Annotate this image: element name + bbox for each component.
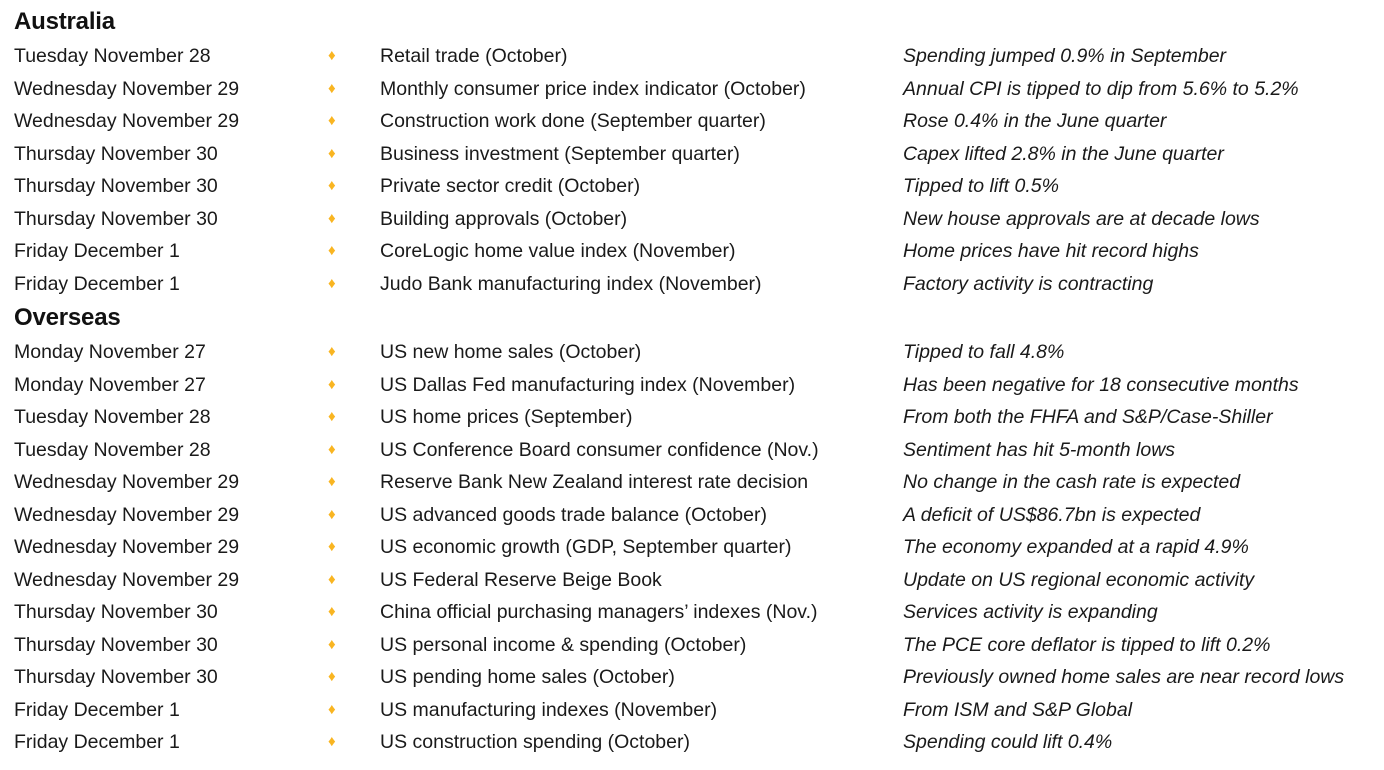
calendar-row: [14, 73, 1374, 106]
event-note: New house approvals are at decade lows: [903, 207, 1260, 230]
event-name: US manufacturing indexes (November): [380, 698, 718, 721]
event-note: The economy expanded at a rapid 4.9%: [903, 536, 1249, 558]
event-name: US economic growth (GDP, September quarter): [380, 536, 792, 558]
event-date: Tuesday November 28: [14, 45, 211, 67]
event-name: US Conference Board consumer confidence (Nov.): [380, 438, 819, 461]
event-note: Capex lifted 2.8% in the June quarter: [903, 142, 1224, 165]
event-date: Wednesday November 29: [14, 536, 240, 558]
event-note: Tipped to lift 0.5%: [903, 175, 1059, 197]
event-name: CoreLogic home value index (November): [380, 240, 736, 262]
diamond-bullet-icon: ♦: [328, 668, 336, 685]
event-note: The PCE core deflator is tipped to lift 0.2%: [903, 633, 1271, 656]
diamond-bullet-icon: ♦: [328, 47, 336, 64]
event-date: Wednesday November 29: [14, 110, 240, 132]
event-name: Reserve Bank New Zealand interest rate decision: [380, 471, 809, 493]
event-date: Wednesday November 29: [14, 568, 240, 591]
diamond-bullet-icon: ♦: [328, 408, 336, 425]
diamond-bullet-icon: ♦: [328, 274, 336, 292]
event-note: No change in the cash rate is expected: [903, 471, 1241, 493]
event-name: US new home sales (October): [380, 341, 642, 363]
event-note: From ISM and S&P Global: [903, 698, 1133, 721]
event-date: Thursday November 30: [14, 666, 218, 688]
calendar-row: [14, 203, 1374, 236]
event-name: US home prices (September): [380, 406, 633, 428]
event-note: Rose 0.4% in the June quarter: [903, 110, 1167, 132]
calendar-row: [14, 564, 1374, 597]
diamond-bullet-icon: ♦: [328, 343, 336, 360]
calendar-row: [14, 401, 1374, 434]
diamond-bullet-icon: ♦: [328, 733, 336, 750]
event-date: Tuesday November 28: [14, 406, 211, 428]
event-date: Tuesday November 28: [14, 438, 211, 461]
event-name: Retail trade (October): [380, 45, 568, 67]
event-note: Tipped to fall 4.8%: [903, 341, 1065, 363]
event-date: Friday December 1: [14, 698, 180, 721]
calendar-row: [14, 170, 1374, 203]
diamond-bullet-icon: ♦: [328, 112, 336, 129]
event-date: Thursday November 30: [14, 142, 218, 165]
calendar-row: [14, 369, 1374, 402]
calendar-row: [14, 138, 1374, 171]
event-name: US construction spending (October): [380, 731, 690, 753]
diamond-bullet-icon: ♦: [328, 177, 336, 194]
event-name: Monthly consumer price index indicator (October): [380, 77, 806, 100]
event-date: Wednesday November 29: [14, 471, 240, 493]
event-date: Thursday November 30: [14, 175, 218, 197]
diamond-bullet-icon: ♦: [328, 603, 336, 620]
calendar-row: [14, 499, 1374, 532]
event-date: Friday December 1: [14, 731, 180, 753]
diamond-bullet-icon: ♦: [328, 570, 336, 588]
event-note: Services activity is expanding: [903, 601, 1158, 623]
calendar-row: [14, 531, 1374, 564]
event-name: US personal income & spending (October): [380, 633, 747, 656]
diamond-bullet-icon: ♦: [328, 635, 336, 653]
section-rows: [14, 40, 1374, 300]
event-date: Monday November 27: [14, 373, 206, 396]
event-date: Thursday November 30: [14, 207, 218, 230]
event-name: US advanced goods trade balance (October): [380, 503, 767, 526]
event-note: Home prices have hit record highs: [903, 240, 1199, 262]
event-note: A deficit of US$86.7bn is expected: [903, 503, 1201, 526]
diamond-bullet-icon: ♦: [328, 375, 336, 393]
event-note: Spending could lift 0.4%: [903, 731, 1113, 753]
event-name: Business investment (September quarter): [380, 142, 740, 165]
event-date: Friday December 1: [14, 240, 180, 262]
calendar-row: [14, 694, 1374, 727]
calendar-row: [14, 235, 1374, 268]
calendar-section: [14, 300, 1374, 759]
calendar-row: [14, 726, 1374, 759]
event-note: Spending jumped 0.9% in September: [903, 45, 1227, 67]
event-note: Update on US regional economic activity: [903, 568, 1255, 591]
event-name: Private sector credit (October): [380, 175, 641, 197]
event-name: China official purchasing managers’ indexes (Nov.): [380, 601, 818, 623]
event-date: Thursday November 30: [14, 633, 218, 656]
event-name: US Federal Reserve Beige Book: [380, 568, 662, 591]
event-name: Construction work done (September quarter): [380, 110, 766, 132]
calendar-section: [14, 4, 1374, 300]
calendar-row: [14, 40, 1374, 73]
diamond-bullet-icon: ♦: [328, 440, 336, 458]
diamond-bullet-icon: ♦: [328, 505, 336, 523]
event-note: From both the FHFA and S&P/Case-Shiller: [903, 406, 1273, 428]
event-note: Factory activity is contracting: [903, 272, 1154, 295]
event-name: Building approvals (October): [380, 207, 628, 230]
event-date: Wednesday November 29: [14, 503, 240, 526]
event-date: Monday November 27: [14, 341, 206, 363]
diamond-bullet-icon: ♦: [328, 144, 336, 162]
diamond-bullet-icon: ♦: [328, 700, 336, 718]
diamond-bullet-icon: ♦: [328, 538, 336, 555]
diamond-bullet-icon: ♦: [328, 473, 336, 490]
calendar-row: [14, 661, 1374, 694]
event-note: Annual CPI is tipped to dip from 5.6% to 5.2%: [903, 77, 1299, 100]
event-note: Sentiment has hit 5-month lows: [903, 438, 1176, 461]
calendar-row: [14, 105, 1374, 138]
event-name: US pending home sales (October): [380, 666, 675, 688]
section-heading: Overseas: [14, 304, 121, 331]
event-name: US Dallas Fed manufacturing index (November): [380, 373, 796, 396]
event-note: Has been negative for 18 consecutive months: [903, 373, 1299, 396]
calendar-row: [14, 434, 1374, 467]
section-heading: Australia: [14, 8, 115, 35]
event-name: Judo Bank manufacturing index (November): [380, 272, 762, 295]
section-rows: [14, 336, 1374, 759]
event-date: Wednesday November 29: [14, 77, 240, 100]
calendar-row: [14, 336, 1374, 369]
event-note: Previously owned home sales are near record lows: [903, 666, 1345, 688]
event-date: Thursday November 30: [14, 601, 218, 623]
calendar-row: [14, 596, 1374, 629]
calendar-row: [14, 629, 1374, 662]
calendar-row: [14, 466, 1374, 499]
calendar-row: [14, 268, 1374, 301]
diamond-bullet-icon: ♦: [328, 79, 336, 97]
diamond-bullet-icon: ♦: [328, 242, 336, 259]
diamond-bullet-icon: ♦: [328, 209, 336, 227]
event-date: Friday December 1: [14, 272, 180, 295]
